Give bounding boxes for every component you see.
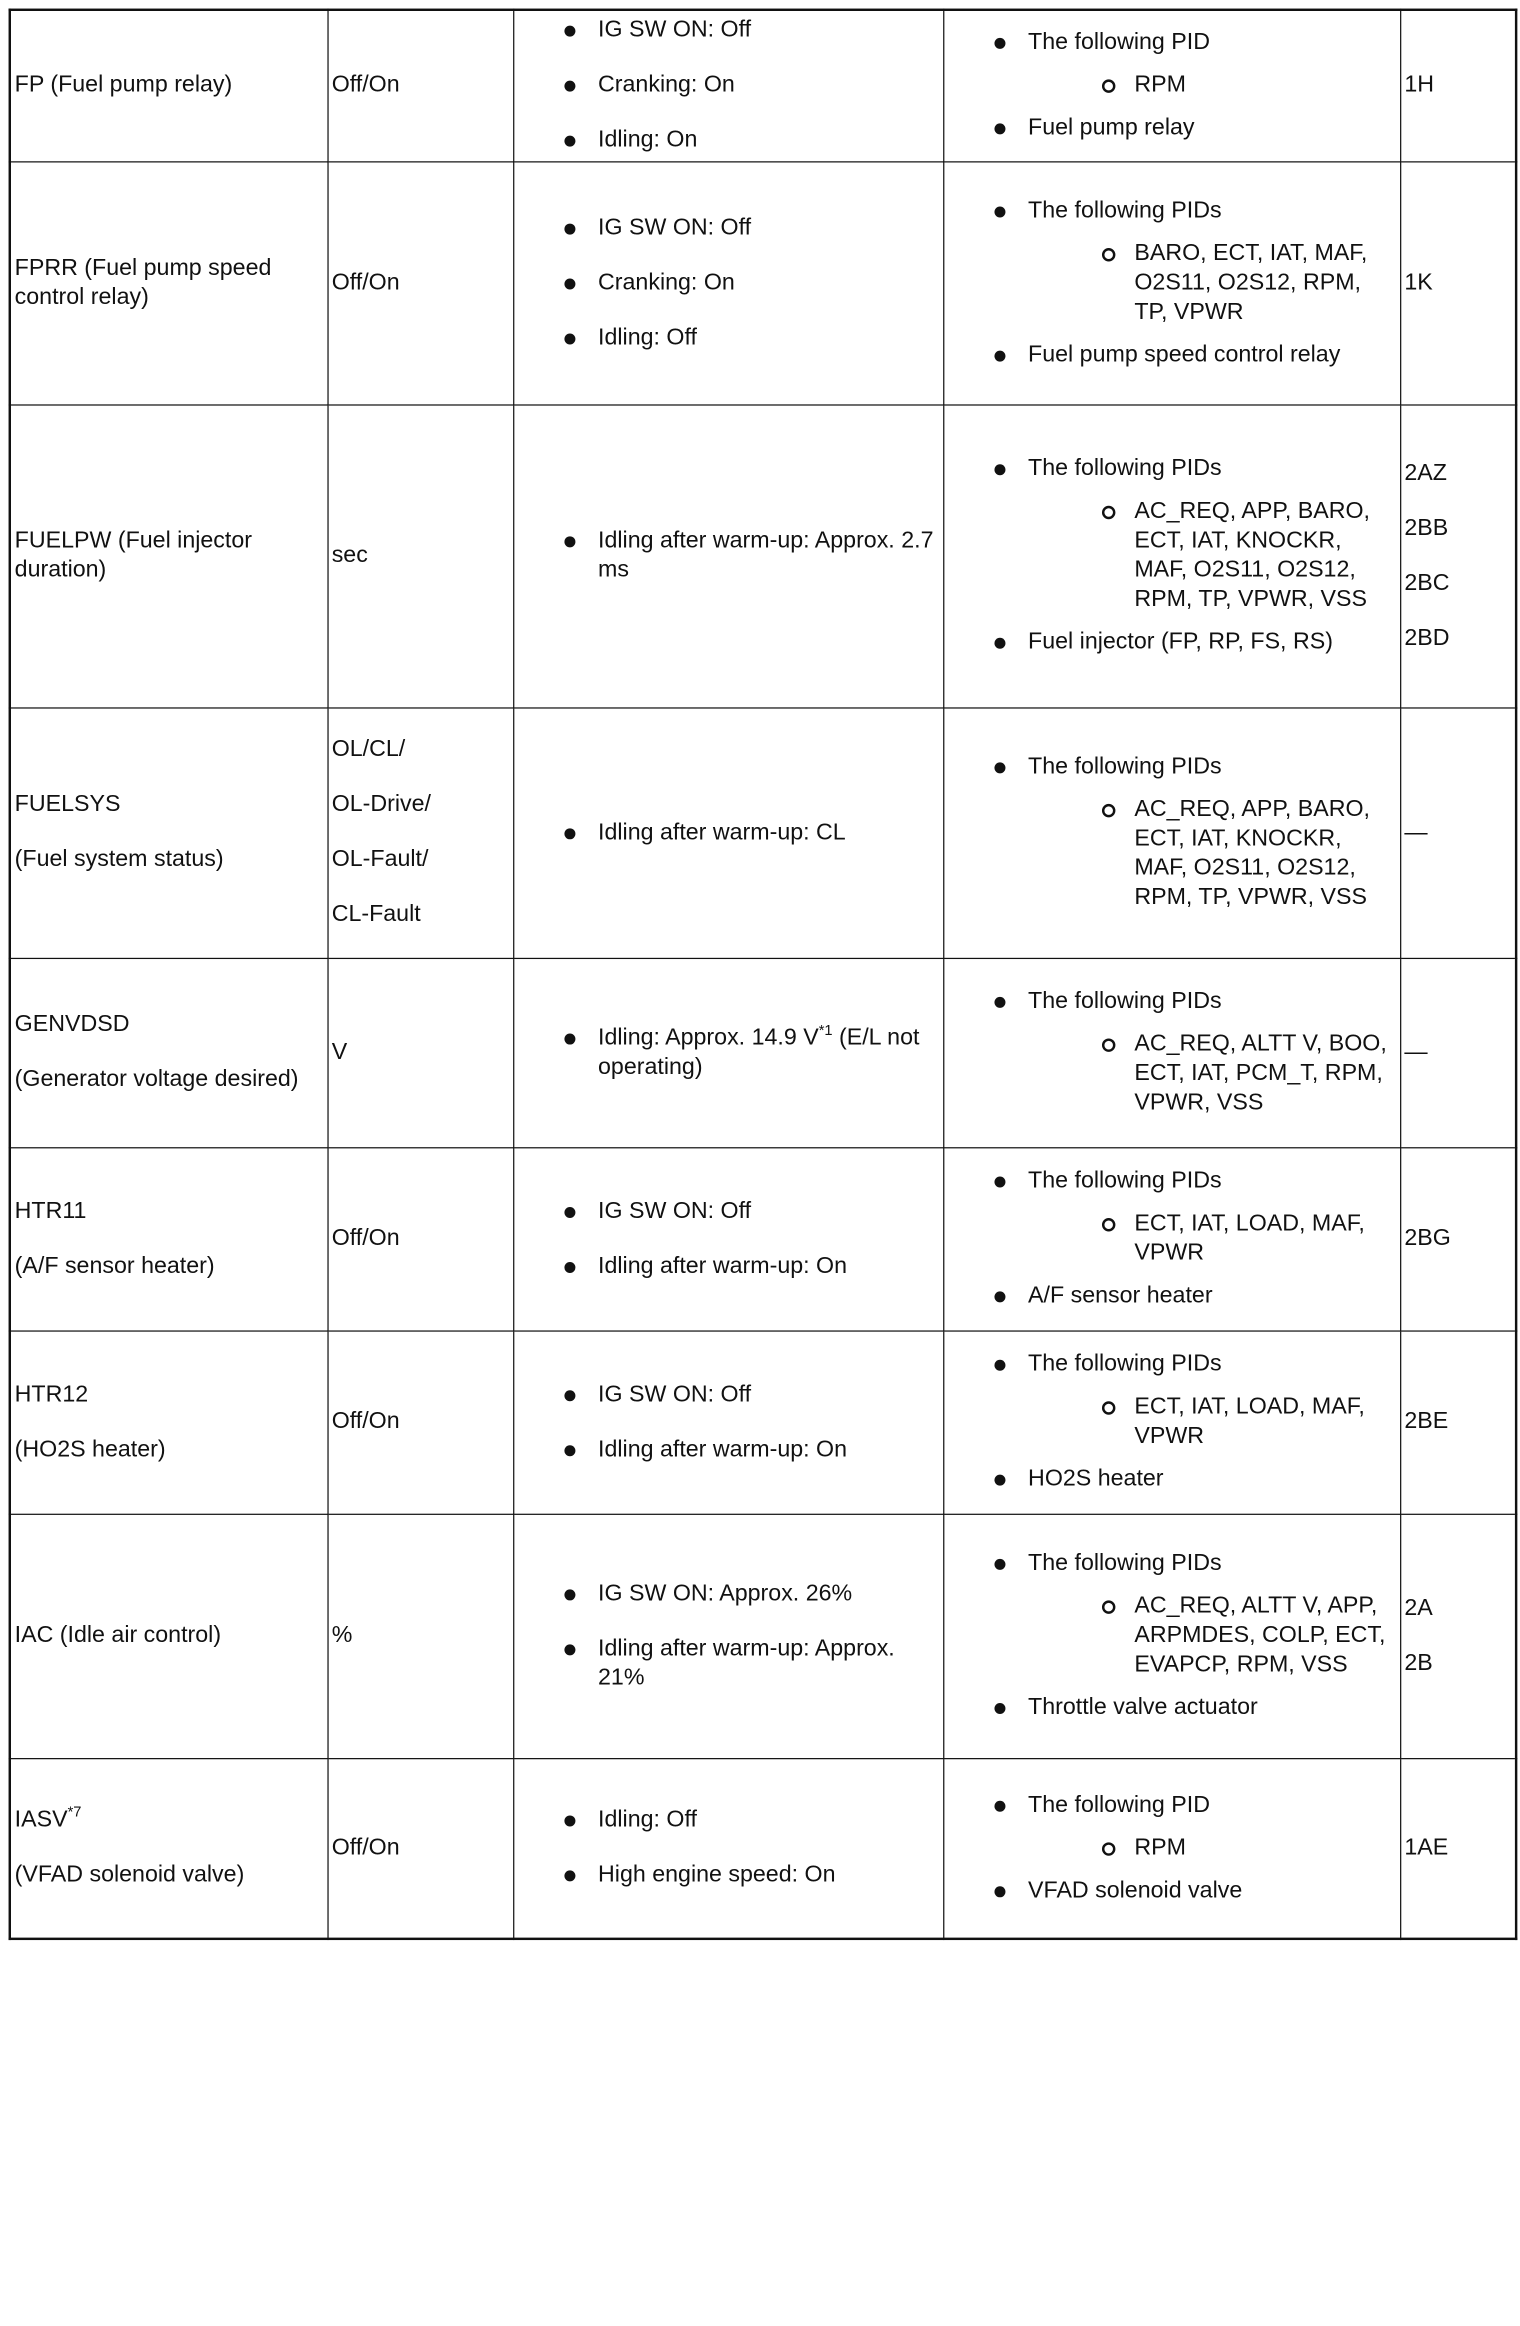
condition-cell bbox=[513, 1330, 943, 1513]
pid-name-cell: FUELPW (Fuel injector duration) bbox=[10, 404, 328, 707]
terminal-cell: 2AZ 2BB 2BC 2BD bbox=[1400, 404, 1516, 707]
condition-cell bbox=[513, 404, 943, 707]
condition-cell bbox=[513, 958, 943, 1147]
condition-cell bbox=[513, 161, 943, 404]
check-item-cell bbox=[943, 958, 1400, 1147]
check-item-cell bbox=[943, 404, 1400, 707]
unit-cell: Off/On bbox=[327, 161, 513, 404]
table-row bbox=[10, 1330, 1516, 1513]
pid-name-cell: HTR11 (A/F sensor heater) bbox=[10, 1147, 328, 1330]
terminal-cell: 2BE bbox=[1400, 1330, 1516, 1513]
condition-item: IG SW ON: Off bbox=[564, 1197, 938, 1226]
terminal-cell: 1AE bbox=[1400, 1758, 1516, 1939]
sub-item: ECT, IAT, LOAD, MAF, VPWR bbox=[1101, 1209, 1394, 1268]
pid-name-cell: FUELSYS (Fuel system status) bbox=[10, 707, 328, 957]
check-item-cell bbox=[943, 1147, 1400, 1330]
condition-item: Idling after warm-up: CL bbox=[564, 818, 938, 847]
condition-item: IG SW ON: Off bbox=[564, 16, 938, 45]
check-item: The following PIDs AC_REQ, APP, BARO, ECT, IAT, KNOCKR, MAF, O2S11, O2S12, RPM, TP, VPWR, VSS bbox=[994, 454, 1395, 614]
check-item-cell bbox=[943, 707, 1400, 957]
pid-name-cell: FPRR (Fuel pump speed control relay) bbox=[10, 161, 328, 404]
sub-item: AC_REQ, ALTT V, BOO, ECT, IAT, PCM_T, RPM, VPWR, VSS bbox=[1101, 1030, 1394, 1118]
check-item-cell bbox=[943, 1330, 1400, 1513]
check-item: Fuel pump speed control relay bbox=[994, 340, 1395, 369]
terminal-cell: 1H bbox=[1400, 10, 1516, 161]
condition-item: Cranking: On bbox=[564, 71, 938, 100]
sub-item: ECT, IAT, LOAD, MAF, VPWR bbox=[1101, 1393, 1394, 1452]
sub-item: RPM bbox=[1101, 1833, 1394, 1862]
unit-cell: Off/On bbox=[327, 1330, 513, 1513]
unit-cell: Off/On bbox=[327, 1147, 513, 1330]
check-item-cell bbox=[943, 10, 1400, 161]
condition-item: Idling: Approx. 14.9 $V^{*1}$ (E/L not operating) bbox=[564, 1023, 938, 1082]
condition-cell bbox=[513, 1147, 943, 1330]
table-row bbox=[10, 1514, 1516, 1758]
condition-item: IG SW ON: Off bbox=[564, 1380, 938, 1409]
terminal-cell: — bbox=[1400, 707, 1516, 957]
unit-cell: V bbox=[327, 958, 513, 1147]
pid-table bbox=[9, 9, 1518, 1941]
footnote-ref: *1 bbox=[818, 1020, 833, 1038]
condition-cell bbox=[513, 1758, 943, 1939]
footnote-ref: *7 bbox=[67, 1803, 82, 1821]
sub-item: AC_REQ, APP, BARO, ECT, IAT, KNOCKR, MAF, O2S11, O2S12, RPM, TP, VPWR, VSS bbox=[1101, 497, 1394, 614]
condition-cell bbox=[513, 10, 943, 161]
check-item: Fuel injector (FP, RP, FS, RS) bbox=[994, 628, 1395, 657]
condition-item: IG SW ON: Off bbox=[564, 213, 938, 242]
pid-name-cell: IASV$^{*7}$ (VFAD solenoid valve) bbox=[10, 1758, 328, 1939]
table-row bbox=[10, 1758, 1516, 1939]
check-item: The following PIDs ECT, IAT, LOAD, MAF, VPWR bbox=[994, 1167, 1395, 1268]
table-row bbox=[10, 707, 1516, 957]
sub-item: BARO, ECT, IAT, MAF, O2S11, O2S12, RPM, TP, VPWR bbox=[1101, 239, 1394, 327]
condition-item: Idling after warm-up: On bbox=[564, 1252, 938, 1281]
condition-item: Idling after warm-up: Approx. 21% bbox=[564, 1634, 938, 1693]
terminal-cell: 2A 2B bbox=[1400, 1514, 1516, 1758]
unit-cell: sec bbox=[327, 404, 513, 707]
condition-cell bbox=[513, 1514, 943, 1758]
condition-item: Idling after warm-up: On bbox=[564, 1435, 938, 1464]
table-row bbox=[10, 404, 1516, 707]
sub-item: AC_REQ, APP, BARO, ECT, IAT, KNOCKR, MAF, O2S11, O2S12, RPM, TP, VPWR, VSS bbox=[1101, 795, 1394, 912]
condition-item: IG SW ON: Approx. 26% bbox=[564, 1579, 938, 1608]
unit-cell: Off/On bbox=[327, 10, 513, 161]
check-item: The following PIDs BARO, ECT, IAT, MAF, O2S11, O2S12, RPM, TP, VPWR bbox=[994, 196, 1395, 327]
sub-item: RPM bbox=[1101, 71, 1394, 100]
table-row bbox=[10, 1147, 1516, 1330]
check-item: HO2S heater bbox=[994, 1465, 1395, 1494]
condition-item: Idling: Off bbox=[564, 323, 938, 352]
terminal-cell: — bbox=[1400, 958, 1516, 1147]
pid-name-cell: GENVDSD (Generator voltage desired) bbox=[10, 958, 328, 1147]
check-item: The following PIDs AC_REQ, APP, BARO, ECT, IAT, KNOCKR, MAF, O2S11, O2S12, RPM, TP, VPWR, VSS bbox=[994, 753, 1395, 913]
terminal-cell: 1K bbox=[1400, 161, 1516, 404]
check-item: The following PID RPM bbox=[994, 1791, 1395, 1863]
condition-item: Idling after warm-up: Approx. 2.7 ms bbox=[564, 527, 938, 586]
check-item: Fuel pump relay bbox=[994, 114, 1395, 143]
check-item-cell bbox=[943, 1514, 1400, 1758]
unit-cell: OL/CL/ OL-Drive/ OL-Fault/ CL-Fault bbox=[327, 707, 513, 957]
condition-item: Idling: Off bbox=[564, 1806, 938, 1835]
check-item: The following PID RPM bbox=[994, 28, 1395, 100]
table-row bbox=[10, 958, 1516, 1147]
check-item: The following PIDs AC_REQ, ALTT V, APP, ARPMDES, COLP, ECT, EVAPCP, RPM, VSS bbox=[994, 1549, 1395, 1680]
check-item: VFAD solenoid valve bbox=[994, 1876, 1395, 1905]
pid-name-cell: IAC (Idle air control) bbox=[10, 1514, 328, 1758]
condition-item: Cranking: On bbox=[564, 268, 938, 297]
condition-cell bbox=[513, 707, 943, 957]
pid-name-cell: FP (Fuel pump relay) bbox=[10, 10, 328, 161]
condition-item: Idling: On bbox=[564, 126, 938, 155]
check-item: The following PIDs ECT, IAT, LOAD, MAF, VPWR bbox=[994, 1350, 1395, 1451]
unit-cell: Off/On bbox=[327, 1758, 513, 1939]
sub-item: AC_REQ, ALTT V, APP, ARPMDES, COLP, ECT, EVAPCP, RPM, VSS bbox=[1101, 1592, 1394, 1680]
check-item-cell bbox=[943, 161, 1400, 404]
terminal-cell: 2BG bbox=[1400, 1147, 1516, 1330]
check-item-cell bbox=[943, 1758, 1400, 1939]
check-item: A/F sensor heater bbox=[994, 1282, 1395, 1311]
unit-cell: % bbox=[327, 1514, 513, 1758]
pid-name-cell: HTR12 (HO2S heater) bbox=[10, 1330, 328, 1513]
table-row bbox=[10, 10, 1516, 161]
check-item: Throttle valve actuator bbox=[994, 1693, 1395, 1722]
table-row bbox=[10, 161, 1516, 404]
condition-item: High engine speed: On bbox=[564, 1861, 938, 1890]
check-item: The following PIDs AC_REQ, ALTT V, BOO, ECT, IAT, PCM_T, RPM, VPWR, VSS bbox=[994, 987, 1395, 1118]
